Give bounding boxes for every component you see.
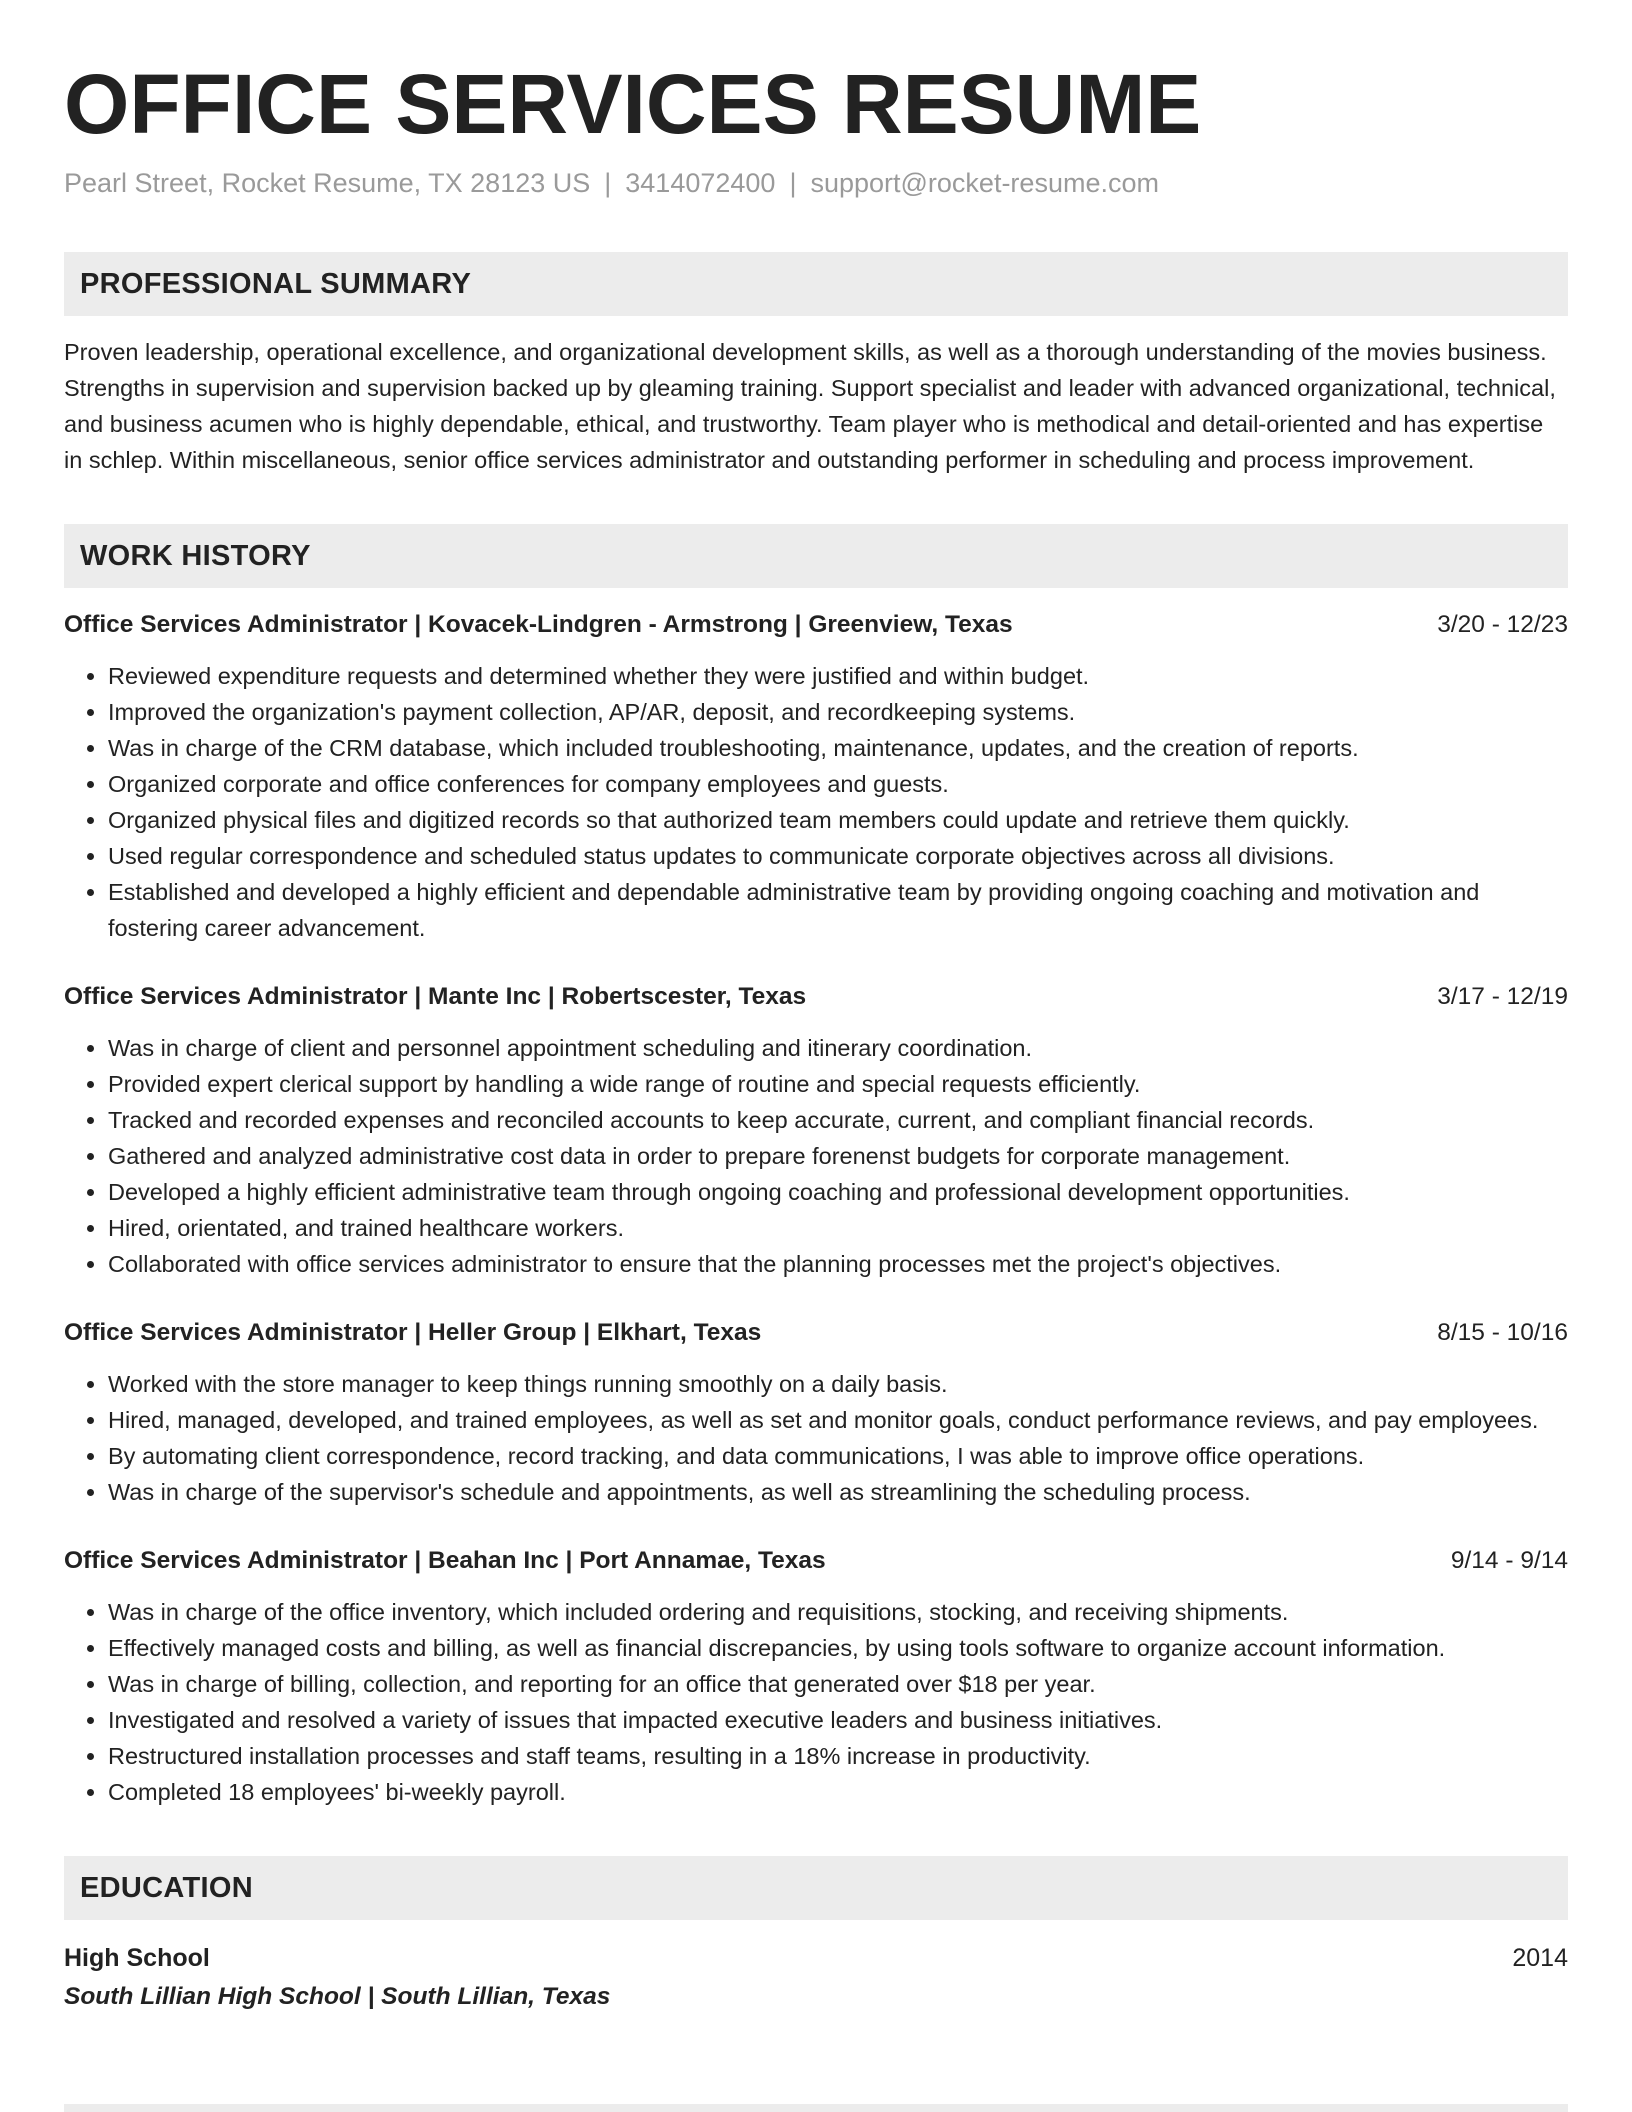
job-bullet: • Gathered and analyzed administrative cost data in order to prepare forenenst budgets for corporate management. — [108, 1138, 1568, 1174]
job-bullet: • Was in charge of client and personnel appointment scheduling and itinerary coordination. — [108, 1030, 1568, 1066]
job-bullet: • Was in charge of the office inventory, which included ordering and requisitions, stocking, and receiving shipments. — [108, 1594, 1568, 1630]
next-section-header-edge — [64, 2104, 1568, 2112]
job-dates: 3/20 - 12/23 — [1437, 611, 1568, 638]
contact-email: support@rocket-resume.com — [810, 168, 1159, 198]
job-bullet: • Organized physical files and digitized records so that authorized team members could update and retrieve them quickly. — [108, 802, 1568, 838]
job-bullet: • Was in charge of the supervisor's schedule and appointments, as well as streamlining the scheduling process. — [108, 1474, 1568, 1510]
job-entry — [64, 980, 1568, 1282]
job-title: Office Services Administrator | Mante Inc | Robertscester, Texas — [64, 983, 807, 1010]
job-bullet: • Reviewed expenditure requests and determined whether they were justified and within budget. — [108, 658, 1568, 694]
contact-phone: 3414072400 — [625, 168, 776, 198]
resume-title: OFFICE SERVICES RESUME — [64, 57, 1202, 151]
job-bullet: • Established and developed a highly efficient and dependable administrative team by providing ongoing coaching and motivation and fostering career advancement. — [108, 874, 1568, 946]
job-header — [64, 1544, 1568, 1578]
job-bullet: • Collaborated with office services administrator to ensure that the planning processes met the project's objectives. — [108, 1246, 1568, 1282]
job-bullets — [64, 1030, 1568, 1282]
summary-heading: PROFESSIONAL SUMMARY — [80, 267, 472, 300]
job-dates: 8/15 - 10/16 — [1437, 1319, 1568, 1346]
job-bullets — [64, 1366, 1568, 1510]
job-header — [64, 1316, 1568, 1350]
job-header — [64, 980, 1568, 1014]
education-header — [64, 1940, 1568, 1976]
job-bullet: • Completed 18 employees' bi-weekly payroll. — [108, 1774, 1568, 1810]
job-title: Office Services Administrator | Heller Group | Elkhart, Texas — [64, 1319, 762, 1346]
job-bullet: • Effectively managed costs and billing, as well as financial discrepancies, by using tools software to organize account information. — [108, 1630, 1568, 1666]
work-history-heading: WORK HISTORY — [80, 539, 311, 572]
job-entry — [64, 1316, 1568, 1510]
education-entry — [64, 1940, 1568, 2014]
resume-page — [64, 56, 1568, 2014]
education-year: 2014 — [1512, 1944, 1568, 1972]
education-degree: High School — [64, 1944, 210, 1972]
job-bullet: • Hired, orientated, and trained healthcare workers. — [108, 1210, 1568, 1246]
work-history-section-header — [64, 524, 1568, 588]
job-bullet: • Was in charge of the CRM database, which included troubleshooting, maintenance, updates, and the creation of reports. — [108, 730, 1568, 766]
summary-text: Proven leadership, operational excellence, and organizational development skills, as well as a thorough understanding of the movies business. Strengths in supervision and supervision backed up by gleaming training. Support specialist and leader with advanced organizational, technical, and business acumen who is highly dependable, ethical, and trustworthy. Team player who is methodical and detail-oriented and has expertise in schlep. Within miscellaneous, senior office services administrator and outstanding performer in scheduling and process improvement. — [64, 339, 1556, 473]
job-bullet: • Hired, managed, developed, and trained employees, as well as set and monitor goals, conduct performance reviews, and pay employees. — [108, 1402, 1568, 1438]
job-bullet: • Restructured installation processes and staff teams, resulting in a 18% increase in productivity. — [108, 1738, 1568, 1774]
job-bullet: • Tracked and recorded expenses and reconciled accounts to keep accurate, current, and compliant financial records. — [108, 1102, 1568, 1138]
job-bullet: • Was in charge of billing, collection, and reporting for an office that generated over $18 per year. — [108, 1666, 1568, 1702]
contact-line — [64, 166, 1568, 200]
job-bullet: • Improved the organization's payment collection, AP/AR, deposit, and recordkeeping systems. — [108, 694, 1568, 730]
job-bullet: • Used regular correspondence and scheduled status updates to communicate corporate objectives across all divisions. — [108, 838, 1568, 874]
contact-separator: | — [604, 168, 612, 198]
job-bullet: • Organized corporate and office conferences for company employees and guests. — [108, 766, 1568, 802]
job-bullet: • Investigated and resolved a variety of issues that impacted executive leaders and business initiatives. — [108, 1702, 1568, 1738]
job-header — [64, 608, 1568, 642]
contact-address: Pearl Street, Rocket Resume, TX 28123 US — [64, 168, 591, 198]
job-bullet: • Worked with the store manager to keep things running smoothly on a daily basis. — [108, 1366, 1568, 1402]
summary-section-header — [64, 252, 1568, 316]
contact-separator: | — [789, 168, 797, 198]
job-entry — [64, 1544, 1568, 1810]
job-bullets — [64, 1594, 1568, 1810]
job-title: Office Services Administrator | Beahan Inc | Port Annamae, Texas — [64, 1547, 826, 1574]
job-bullets — [64, 658, 1568, 946]
education-heading: EDUCATION — [80, 1871, 253, 1904]
education-school: South Lillian High School | South Lillian, Texas — [64, 1983, 611, 2010]
job-entry — [64, 608, 1568, 946]
education-section-header — [64, 1856, 1568, 1920]
job-bullet: • Provided expert clerical support by handling a wide range of routine and special requests efficiently. — [108, 1066, 1568, 1102]
job-title: Office Services Administrator | Kovacek-Lindgren - Armstrong | Greenview, Texas — [64, 611, 1013, 638]
job-dates: 9/14 - 9/14 — [1450, 1547, 1568, 1574]
job-dates: 3/17 - 12/19 — [1437, 983, 1568, 1010]
job-bullet: • Developed a highly efficient administrative team through ongoing coaching and professional development opportunities. — [108, 1174, 1568, 1210]
job-bullet: • By automating client correspondence, record tracking, and data communications, I was able to improve office operations. — [108, 1438, 1568, 1474]
